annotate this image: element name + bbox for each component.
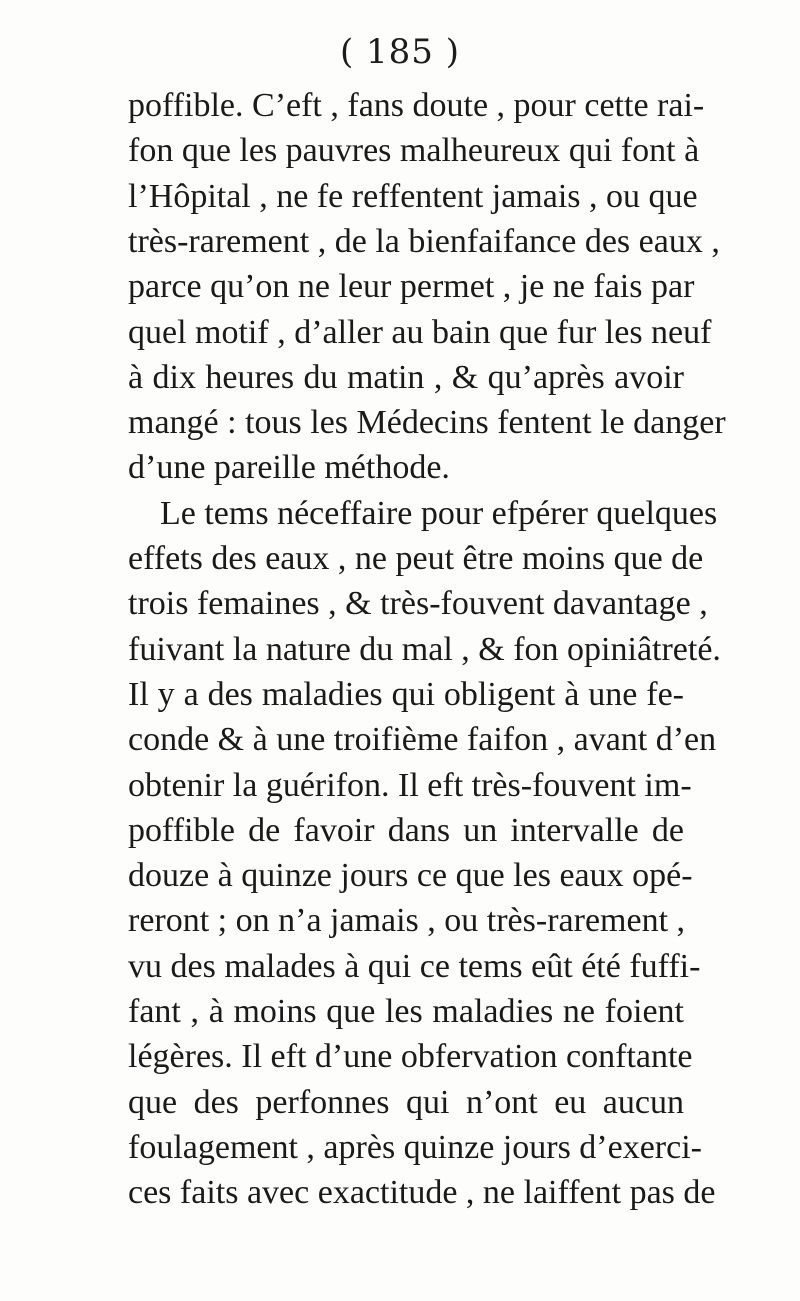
text-line: douze à quinze jours ce que les eaux opé- bbox=[128, 857, 693, 895]
text-line: très-rarement , de la bienfaifance des eaux , bbox=[128, 222, 720, 260]
text-line: obtenir la guérifon. Il eft très-fouvent im- bbox=[128, 766, 692, 804]
text-line: trois femaines , & très-fouvent davantage , bbox=[128, 585, 708, 623]
text-line: ces faits avec exactitude , ne laiffent pas de bbox=[128, 1174, 716, 1212]
text-line: quel motif , d’aller au bain que fur les neuf bbox=[128, 313, 712, 351]
text-line: poffible. C’eft , fans doute , pour cette rai- bbox=[128, 87, 705, 124]
text-line: fon que les pauvres malheureux qui font à bbox=[128, 132, 700, 170]
text-line: l’Hôpital , ne fe reffentent jamais , ou que bbox=[128, 177, 698, 215]
text-line: effets des eaux , ne peut être moins que de bbox=[128, 540, 704, 577]
text-line: d’une pareille méthode. bbox=[128, 449, 450, 487]
text-line: Le tems néceffaire pour efpérer quelques bbox=[160, 494, 718, 532]
text-line: vu des malades à qui ce tems eût été fuffi- bbox=[128, 947, 701, 985]
text-line: Il y a des maladies qui obligent à une fe- bbox=[128, 675, 684, 713]
text-line: fuivant la nature du mal , & fon opiniâtreté. bbox=[128, 630, 721, 668]
text-line: à dix heures du matin , & qu’après avoir bbox=[128, 358, 684, 396]
text-line: poffible de favoir dans un intervalle de bbox=[128, 811, 684, 849]
text-line: fant , à moins que les maladies ne foient bbox=[128, 993, 684, 1030]
text-line: conde & à une troifième faifon , avant d’en bbox=[128, 721, 717, 759]
text-line: que des perfonnes qui n’ont eu aucun bbox=[128, 1083, 684, 1121]
text-line: foulagement , après quinze jours d’exerci- bbox=[128, 1128, 702, 1166]
text-line: légères. Il eft d’une obfervation conftante bbox=[128, 1038, 693, 1076]
text-line: parce qu’on ne leur permet , je ne fais par bbox=[128, 268, 695, 306]
text-line: mangé : tous les Médecins fentent le danger bbox=[128, 404, 726, 442]
page-number: ( 185 ) bbox=[339, 32, 461, 72]
text-line: reront ; on n’a jamais , ou très-rarement , bbox=[128, 902, 686, 940]
